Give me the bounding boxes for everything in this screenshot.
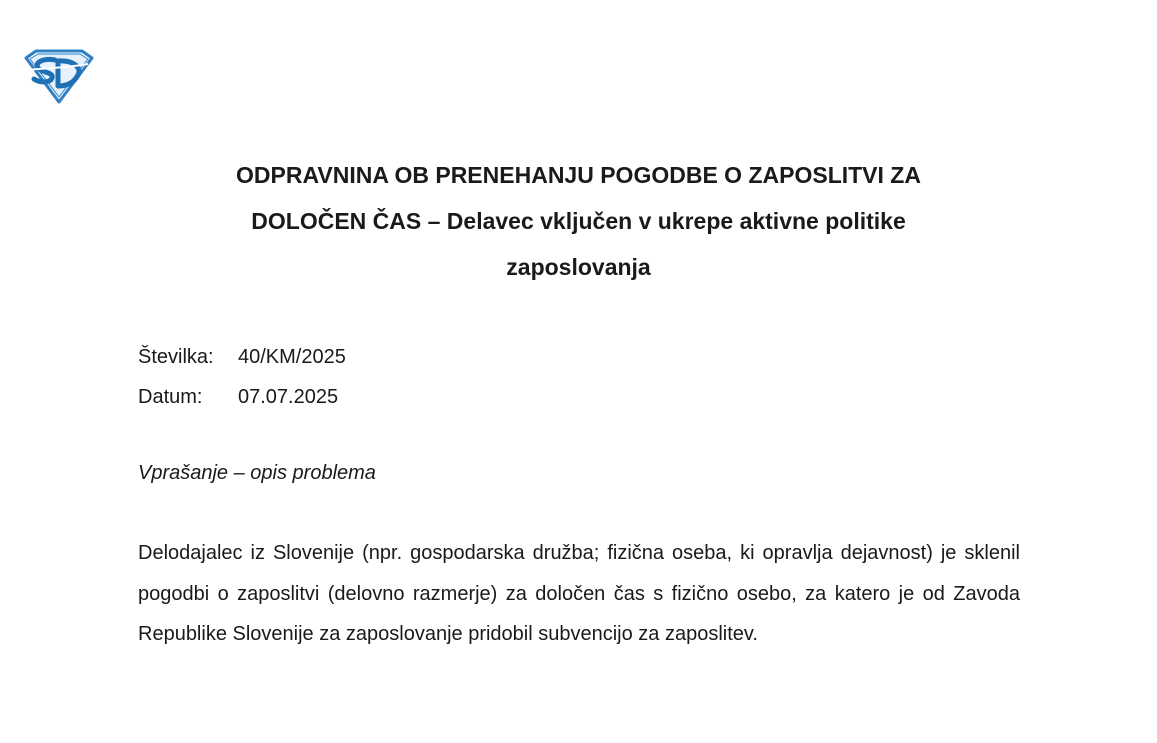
number-value: 40/KM/2025 (238, 346, 346, 368)
section-heading: Vprašanje – opis problema (138, 462, 376, 484)
body-paragraph: Delodajalec iz Slovenije (npr. gospodarska družba; fizična oseba, ki opravlja dejavnost) je sklenil pogodbi o zaposlitvi (delovno razmerje) za določen čas s fizično osebo, za katero je od Zavoda Republike Slovenije za zaposlovanje pridobil subvencijo za zaposlitev. (138, 542, 1020, 645)
title-line-3: zaposlovanja (506, 254, 651, 280)
meta-date-row (138, 377, 346, 417)
document-meta (138, 337, 346, 417)
meta-number-row (138, 337, 346, 377)
number-label: Številka: (138, 346, 214, 368)
title-line-1: ODPRAVNINA OB PRENEHANJU POGODBE O ZAPOSLITVI ZA (236, 162, 921, 188)
sd-diamond-logo-icon (22, 48, 96, 104)
document-title (140, 152, 1017, 290)
date-value: 07.07.2025 (238, 386, 339, 408)
title-line-2: DOLOČEN ČAS – Delavec vključen v ukrepe aktivne politike (251, 208, 906, 234)
date-label: Datum: (138, 386, 203, 408)
company-logo (22, 48, 96, 104)
